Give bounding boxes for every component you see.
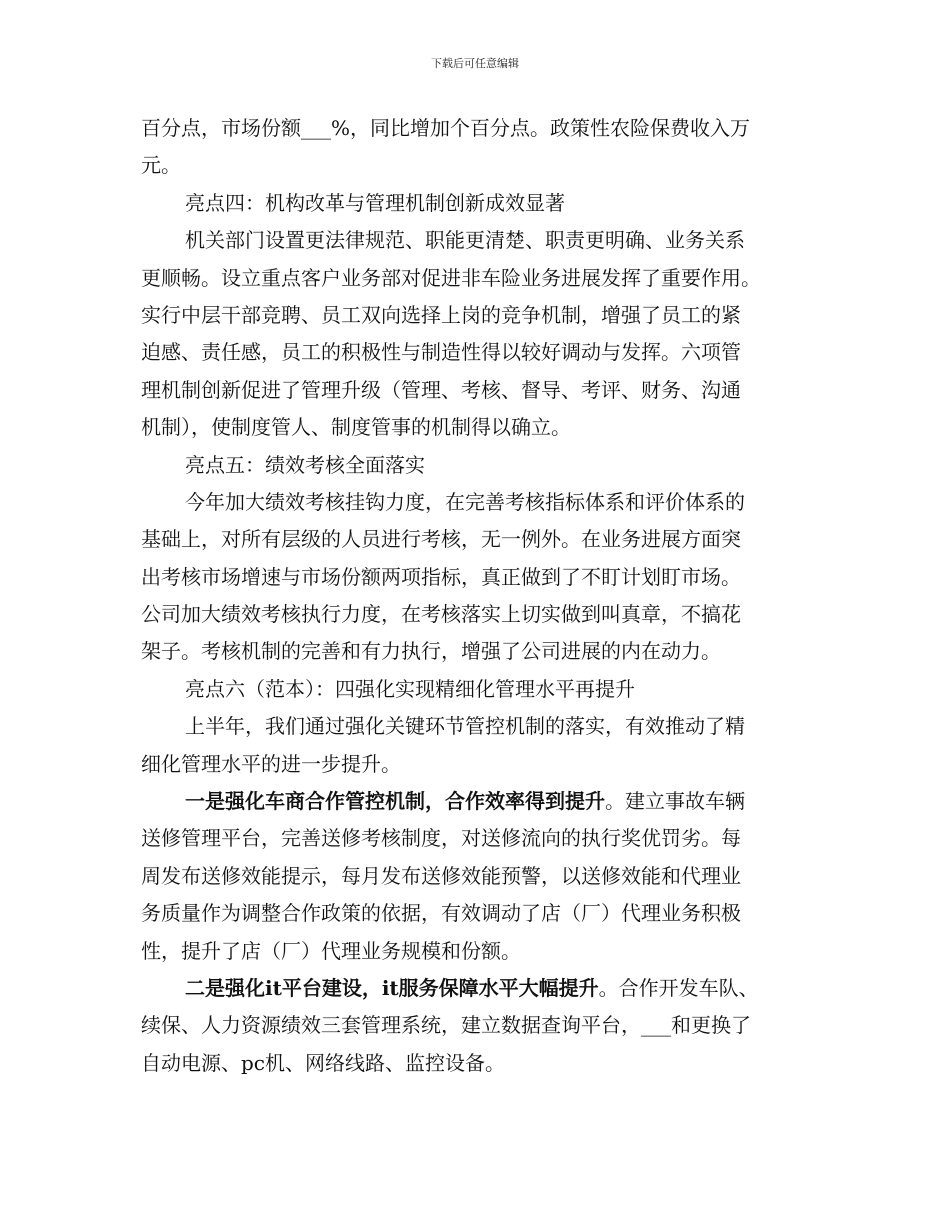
text-line (141, 820, 831, 857)
text-run: 百分点，市场份额___%，同比增加个百分点。政策性农险保费收入万 (141, 116, 751, 140)
text-line (141, 746, 831, 783)
text-line (141, 147, 831, 184)
text-line (141, 596, 831, 633)
text-line (141, 559, 831, 596)
text-run: 亮点六（范本）：四强化实现精细化管理水平再提升 (185, 676, 635, 701)
page-header: 下载后可任意编辑 (431, 57, 519, 70)
text-line (141, 521, 831, 558)
text-run: 更顺畅。设立重点客户业务部对促进非车险业务进展发挥了重要作用。 (141, 265, 761, 290)
text-run: 迫感、责任感，员工的积极性与制造性得以较好调动与发挥。六项管 (141, 340, 741, 365)
text-run: 细化管理水平的进一步提升。 (141, 751, 401, 776)
text-line (141, 372, 831, 409)
text-run: 。建立事故车辆 (605, 789, 745, 814)
text-line (141, 895, 831, 932)
text-run: 务质量作为调整合作政策的依据，有效调动了店（厂）代理业务积极 (141, 901, 741, 926)
text-line (141, 671, 831, 708)
text-line (141, 633, 831, 670)
text-line (141, 222, 831, 259)
text-run: 机关部门设置更法律规范、职能更清楚、职责更明确、业务关系 (185, 228, 745, 253)
text-run: 公司加大绩效考核执行力度，在考核落实上切实做到叫真章，不搞花 (141, 602, 741, 627)
text-run: 周发布送修效能提示，每月发布送修效能预警，以送修效能和代理业 (141, 863, 741, 888)
text-run: 今年加大绩效考核挂钩力度，在完善考核指标体系和评价体系的 (185, 489, 745, 514)
text-line (141, 1007, 831, 1044)
text-line (141, 185, 831, 222)
text-line (141, 970, 831, 1007)
text-line (141, 260, 831, 297)
text-line (141, 783, 831, 820)
text-run: 续保、人力资源绩效三套管理系统，建立数据查询平台，___和更换了 (141, 1013, 751, 1038)
text-line (141, 858, 831, 895)
text-run: 基础上，对所有层级的人员进行考核，无一例外。在业务进展方面突 (141, 527, 741, 552)
text-run: 出考核市场增速与市场份额两项指标，真正做到了不盯计划盯市场。 (141, 564, 741, 589)
text-run: 亮点五：绩效考核全面落实 (185, 452, 425, 477)
text-line (141, 297, 831, 334)
text-run: 架子。考核机制的完善和有力执行，增强了公司进展的内在动力。 (141, 639, 721, 664)
text-line (141, 1045, 831, 1082)
text-line (141, 110, 831, 147)
text-run: 。合作开发车队、 (598, 975, 759, 1000)
text-run: 机制），使制度管人、制度管事的机制得以确立。 (141, 415, 571, 440)
bold-text-run: 二是强化it平台建设，it服务保障水平大幅提升 (185, 975, 599, 1000)
text-run: 实行中层干部竞聘、员工双向选择上岗的竞争机制，增强了员工的紧 (141, 302, 741, 327)
document-body (141, 110, 831, 1082)
text-run: 上半年，我们通过强化关键环节管控机制的落实，有效推动了精 (185, 714, 745, 739)
text-line (141, 484, 831, 521)
text-run: 理机制创新促进了管理升级（管理、考核、督导、考评、财务、沟通 (141, 377, 741, 402)
bold-text-run: 一是强化车商合作管控机制，合作效率得到提升 (185, 789, 605, 814)
text-line (141, 334, 831, 371)
text-line (141, 708, 831, 745)
text-run: 自动电源、pc机、网络线路、监控设备。 (141, 1050, 506, 1075)
text-line (141, 447, 831, 484)
text-line (141, 933, 831, 970)
text-run: 元。 (141, 153, 181, 178)
text-line (141, 409, 831, 446)
text-run: 送修管理平台，完善送修考核制度，对送修流向的执行奖优罚劣。每 (141, 826, 741, 851)
text-run: 亮点四：机构改革与管理机制创新成效显著 (185, 190, 565, 215)
text-run: 性，提升了店（厂）代理业务规模和份额。 (141, 938, 521, 963)
